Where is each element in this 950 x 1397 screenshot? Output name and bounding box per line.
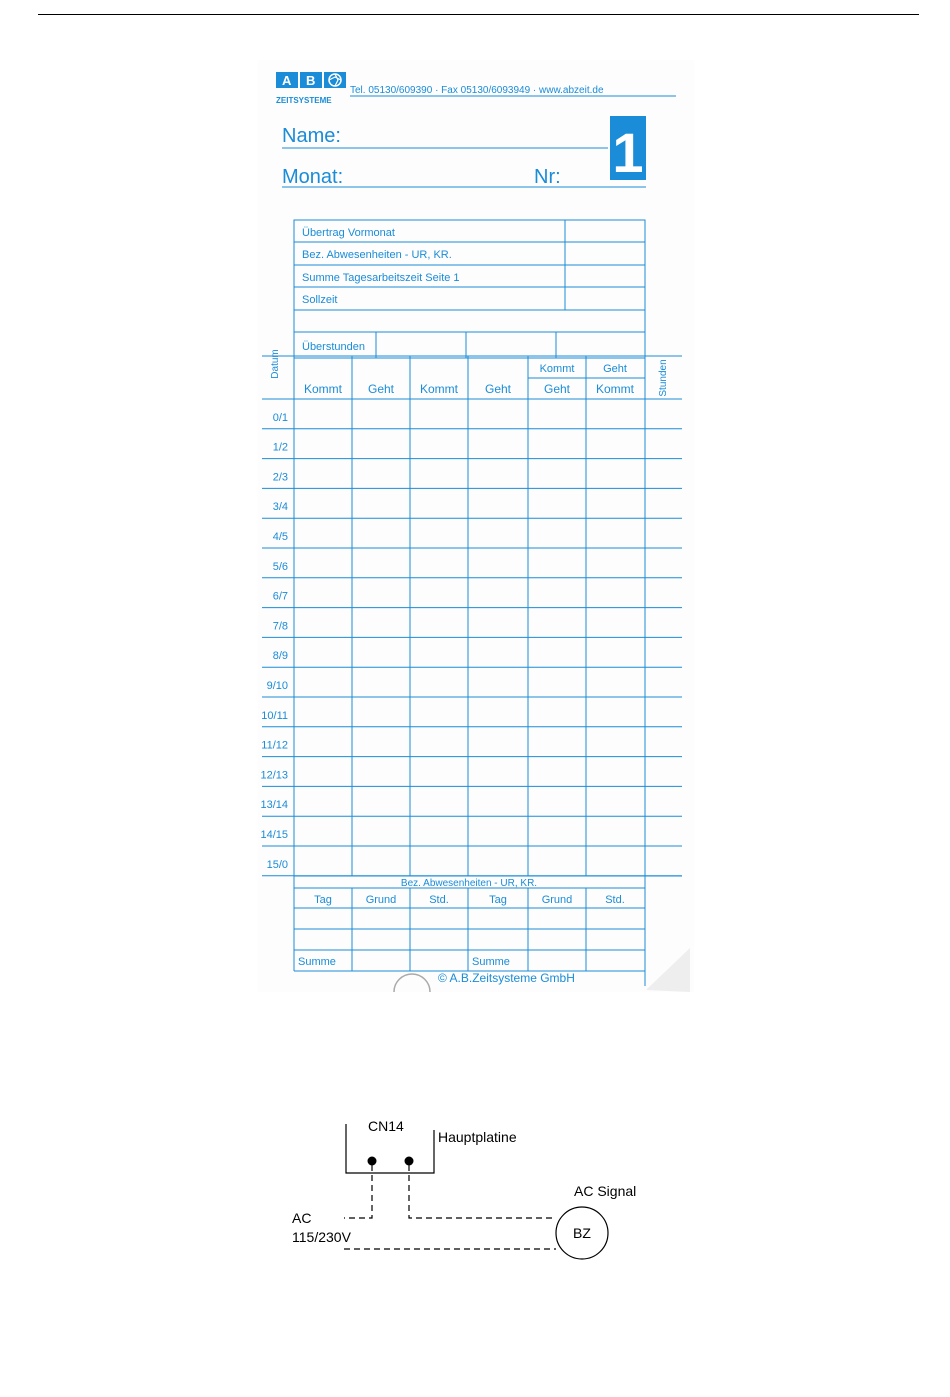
day-label: 11/12 bbox=[261, 739, 288, 752]
column-header: Kommt bbox=[595, 382, 635, 396]
absence-header: Grund bbox=[365, 894, 397, 906]
sum-label: Summe bbox=[472, 956, 510, 968]
summary-row-label: Summe Tagesarbeitszeit Seite 1 bbox=[302, 272, 460, 284]
buzzer-label: BZ bbox=[573, 1225, 591, 1241]
connector-label: CN14 bbox=[368, 1118, 404, 1134]
day-label: 7/8 bbox=[272, 620, 288, 633]
day-label: 10/11 bbox=[261, 709, 288, 722]
terminal-2 bbox=[405, 1157, 414, 1166]
logo-subtitle: ZEITSYSTEME bbox=[276, 96, 332, 105]
sum-label: Summe bbox=[298, 956, 336, 968]
nr-label: Nr: bbox=[534, 166, 561, 188]
summary-row-label: Bez. Abwesenheiten - UR, KR. bbox=[302, 249, 452, 261]
card-number: 1 bbox=[612, 121, 644, 184]
day-label: 1/2 bbox=[272, 441, 288, 454]
overtime-label: Überstunden bbox=[302, 341, 365, 353]
upper-header-kommt: Kommt bbox=[539, 363, 575, 375]
contact-line: Tel. 05130/609390 · Fax 05130/6093949 · www.abzeit.de bbox=[350, 85, 604, 96]
absence-header: Tag bbox=[314, 894, 332, 906]
day-label: 4/5 bbox=[272, 531, 288, 543]
terminal-1 bbox=[368, 1157, 377, 1166]
day-label: 9/10 bbox=[266, 680, 288, 692]
dashed-wires bbox=[344, 1165, 556, 1249]
signal-label: AC Signal bbox=[574, 1183, 637, 1199]
upper-header-geht: Geht bbox=[603, 363, 627, 375]
absence-header: Tag bbox=[489, 894, 507, 906]
summary-row-label: Sollzeit bbox=[302, 294, 338, 306]
day-label: 13/14 bbox=[260, 799, 288, 812]
logo-letter-b: B bbox=[306, 73, 316, 88]
copyright: © A.B.Zeitsysteme GmbH bbox=[438, 971, 575, 985]
datum-label: Datum bbox=[270, 349, 281, 379]
day-label: 8/9 bbox=[272, 650, 288, 663]
day-label: 3/4 bbox=[272, 501, 288, 514]
logo-letter-a: A bbox=[282, 73, 292, 88]
summary-row-label: Übertrag Vormonat bbox=[302, 227, 395, 239]
absence-header: Grund bbox=[541, 894, 573, 906]
stunden-label: Stunden bbox=[658, 359, 669, 397]
absence-header: Std. bbox=[429, 894, 449, 906]
day-label: 12/13 bbox=[260, 769, 288, 782]
day-label: 2/3 bbox=[272, 471, 288, 484]
absence-title: Bez. Abwesenheiten - UR, KR. bbox=[400, 878, 538, 889]
name-label: Name: bbox=[282, 125, 341, 147]
month-label: Monat: bbox=[282, 166, 344, 188]
column-header: Geht bbox=[367, 382, 395, 396]
ac-label: AC bbox=[292, 1210, 312, 1226]
column-header: Geht bbox=[484, 382, 512, 396]
day-label: 15/0 bbox=[266, 858, 288, 871]
day-label: 0/1 bbox=[272, 411, 288, 424]
column-header: Kommt bbox=[419, 382, 459, 396]
voltage-label: 115/230V bbox=[292, 1229, 351, 1245]
column-header: Kommt bbox=[303, 382, 343, 396]
day-label: 5/6 bbox=[272, 560, 288, 573]
column-header: Geht bbox=[543, 382, 571, 396]
absence-header: Std. bbox=[605, 894, 625, 906]
day-label: 14/15 bbox=[260, 829, 288, 841]
board-label: Hauptplatine bbox=[438, 1129, 517, 1145]
day-label: 6/7 bbox=[272, 590, 288, 603]
